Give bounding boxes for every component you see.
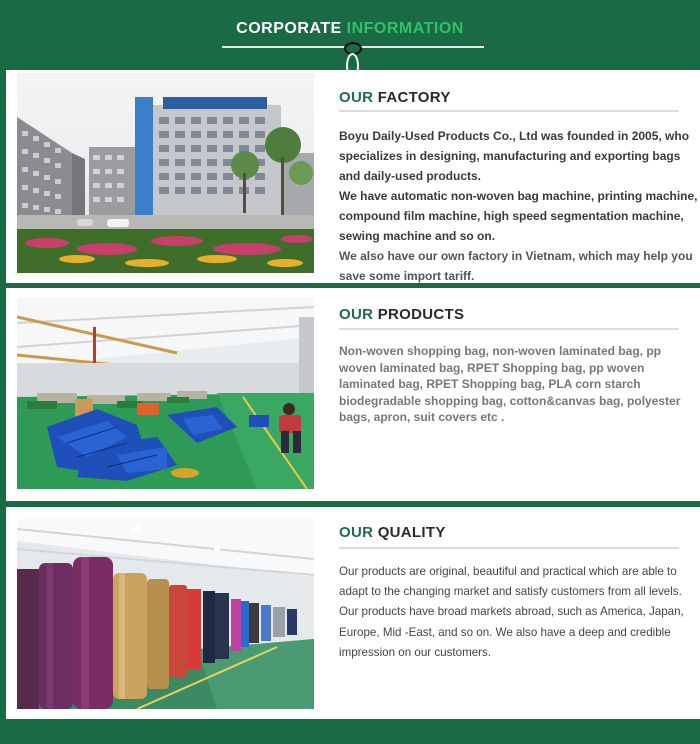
factory-para-2: We have automatic non-woven bag machine, printing machine, compound film machine, high speed segmentation machine, sewing machine and so on. — [339, 189, 698, 243]
products-title-rest: PRODUCTS — [377, 306, 465, 323]
products-divider — [339, 328, 679, 330]
header-title — [0, 20, 700, 38]
factory-title-rest: FACTORY — [377, 89, 451, 106]
factory-description — [339, 126, 698, 283]
quality-divider — [339, 547, 679, 549]
quality-description — [339, 562, 698, 663]
header-title-part2: INFORMATION — [346, 20, 464, 37]
factory-building-photo — [17, 73, 314, 273]
warehouse-photo — [17, 519, 314, 709]
quality-panel — [6, 507, 700, 719]
header-title-part1: CORPORATE — [236, 20, 342, 37]
quality-text: Our products are original, beautiful and practical which are able to adapt to the changing market and satisfy customers from all levels. Our products have broad markets abroad, such as America, Japan, Europe, Mid -East, and so on. We also have a deep and credible impression on our customers. — [339, 565, 684, 659]
quality-title — [339, 524, 446, 541]
factory-title — [339, 89, 451, 106]
products-description — [339, 343, 698, 426]
factory-panel — [6, 70, 700, 283]
products-title-accent: OUR — [339, 306, 374, 323]
factory-para-1: Boyu Daily-Used Products Co., Ltd was founded in 2005, who specializes in designing, manufacturing and exporting bags and daily-used products. — [339, 129, 690, 183]
quality-title-accent: OUR — [339, 524, 374, 541]
products-text: Non-woven shopping bag, non-woven laminated bag, pp woven laminated bag, RPET Shopping bag, pp woven laminated bag, RPET Shopping bag, PLA corn starch biodegradable shopping bag, cotton&canvas bag, polyester bags, apron, suit covers etc . — [339, 344, 681, 424]
factory-para-3: We also have our own factory in Vietnam, which may help you save some import tariff. — [339, 249, 693, 283]
factory-divider — [339, 110, 679, 112]
products-panel — [6, 288, 700, 501]
products-title — [339, 306, 464, 323]
factory-title-accent: OUR — [339, 89, 374, 106]
workshop-photo — [17, 297, 314, 489]
quality-title-rest: QUALITY — [377, 524, 446, 541]
section-header — [0, 0, 700, 70]
